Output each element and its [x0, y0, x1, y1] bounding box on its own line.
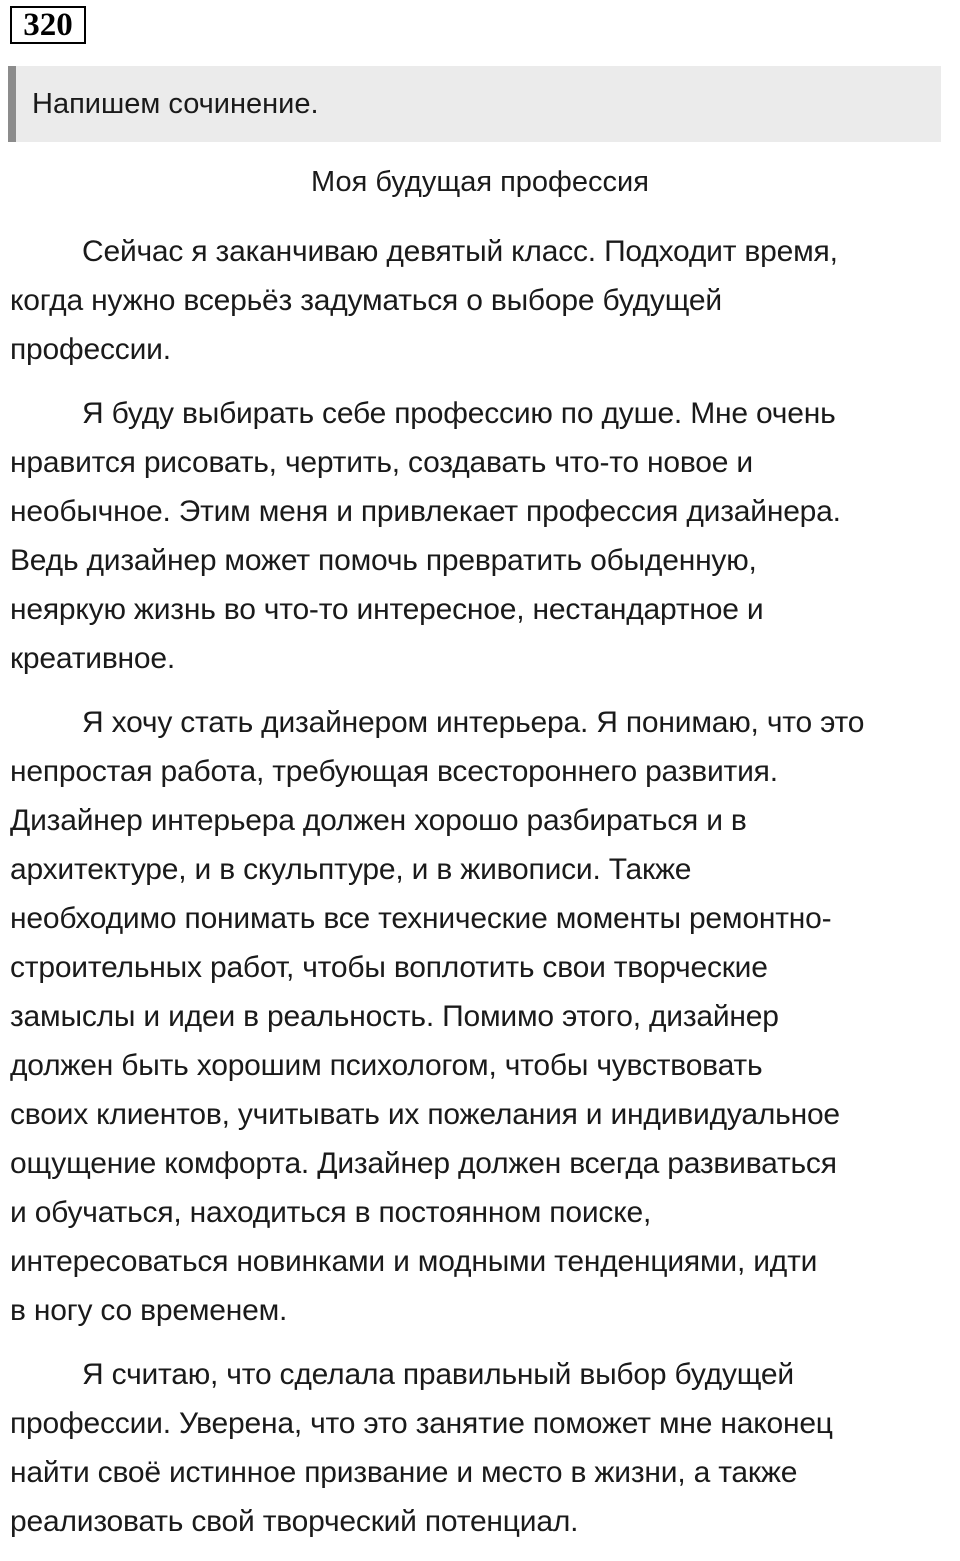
essay-line: Я хочу стать дизайнером интерьера. Я понимаю, что это: [82, 706, 865, 739]
essay-line: и обучаться, находиться в постоянном поиске,: [10, 1196, 652, 1229]
essay-line: реализовать свой творческий потенциал.: [10, 1505, 579, 1538]
essay-line: архитектуре, и в скульптуре, и в живописи. Также: [10, 853, 692, 886]
essay-line: креативное.: [10, 642, 176, 675]
essay-line: должен быть хорошим психологом, чтобы чувствовать: [10, 1049, 763, 1082]
essay-line: Сейчас я заканчиваю девятый класс. Подходит время,: [82, 235, 838, 268]
essay-line: ощущение комфорта. Дизайнер должен всегда развиваться: [10, 1147, 837, 1180]
essay-line: интересоваться новинками и модными тенденциями, идти: [10, 1245, 818, 1278]
essay-line: Я считаю, что сделала правильный выбор будущей: [82, 1358, 794, 1391]
essay-paragraph: [10, 1350, 955, 1546]
essay-line: своих клиентов, учитывать их пожелания и индивидуальное: [10, 1098, 840, 1131]
task-instruction-text: Напишем сочинение.: [32, 88, 319, 120]
essay-line: строительных работ, чтобы воплотить свои творческие: [10, 951, 768, 984]
task-number-badge: 320: [10, 6, 86, 44]
essay-line: профессии. Уверена, что это занятие поможет мне наконец: [10, 1407, 833, 1440]
essay-line: Ведь дизайнер может помочь превратить обыденную,: [10, 544, 757, 577]
essay-line: непростая работа, требующая всестороннего развития.: [10, 755, 778, 788]
essay-line: когда нужно всерьёз задуматься о выборе будущей: [10, 284, 722, 317]
essay-line: необходимо понимать все технические моменты ремонтно-: [10, 902, 832, 935]
essay-body: [10, 227, 955, 1561]
essay-paragraph: [10, 698, 955, 1335]
essay-paragraph: [10, 227, 955, 374]
essay-title: Моя будущая профессия: [311, 166, 649, 198]
essay-line: профессии.: [10, 333, 171, 366]
essay-line: Я буду выбирать себе профессию по душе. Мне очень: [82, 397, 836, 430]
essay-line: необычное. Этим меня и привлекает профессия дизайнера.: [10, 495, 841, 528]
essay-paragraph: [10, 389, 955, 683]
essay-line: найти своё истинное призвание и место в жизни, а также: [10, 1456, 798, 1489]
essay-line: неяркую жизнь во что-то интересное, нестандартное и: [10, 593, 764, 626]
essay-line: нравится рисовать, чертить, создавать что-то новое и: [10, 446, 753, 479]
task-instruction-banner: [8, 66, 941, 142]
essay-line: замыслы и идеи в реальность. Помимо этого, дизайнер: [10, 1000, 779, 1033]
essay-line: в ногу со временем.: [10, 1294, 288, 1327]
essay-line: Дизайнер интерьера должен хорошо разбираться и в: [10, 804, 747, 837]
